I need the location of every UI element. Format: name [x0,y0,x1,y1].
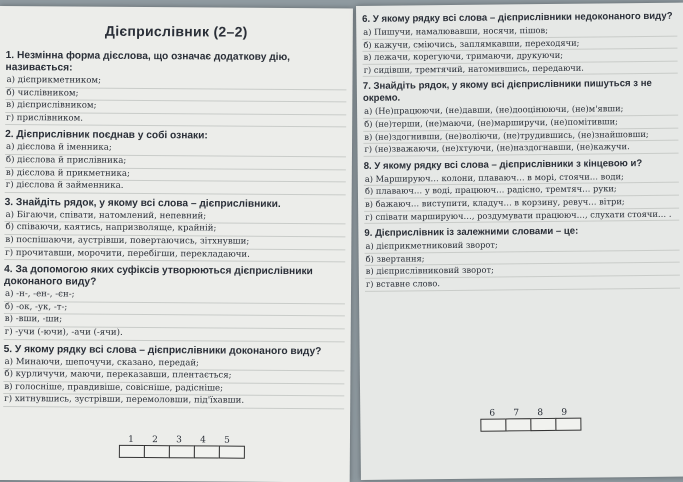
answer-number-label: 8 [537,408,544,419]
question-block [362,11,678,78]
question-text: 2. Дієприслівник поєднав у собі ознаки: [5,129,208,142]
answer-box[interactable] [219,446,245,459]
answer-box[interactable] [480,418,506,431]
answer-option: в) поспішаючи, аустрівши, повертаючись, зітхнувши; [4,235,345,250]
answer-option: в) дієприслівниковий зворот; [365,263,680,279]
right-page [356,3,683,480]
answer-box[interactable] [555,418,581,431]
answer-option: г) прочитавши, морочити, перебігши, перекладаючи. [4,248,345,263]
answer-box[interactable] [144,445,170,458]
answer-option: б) звертання; [365,250,680,266]
answer-option: в) дієслова й прикметника; [5,168,346,183]
answer-box[interactable] [169,445,195,458]
answer-option: г) (не)зважаючи, (не)хтуючи, (не)наздогнавши, (не)кажучи. [363,141,678,157]
question-text: 6. У якому рядку всі слова – дієприслівники недоконаного виду? [362,10,673,25]
answer-option: а) Бігаючи, співати, натомлений, непевний; [4,210,345,225]
answer-option: а) дієприкметником; [5,75,346,90]
question-text: 7. Знайдіть рядок, у якому всі дієприслівники пишуться з не окремо. [362,78,652,105]
answer-option: б) (не)терши, (не)маючи, (не)марширучи, (не)помітивши; [363,116,678,132]
question-text: 9. Дієприслівник із залежними словами – це: [364,225,579,240]
answer-option: г) вставне слово. [365,276,680,292]
question-block [364,225,680,292]
question-text: 1. Незмінна форма дієслова, що означає додаткову дію, називається: [5,50,291,74]
page-title: Дієприслівник (2–2) [104,22,248,40]
answer-box[interactable] [530,418,556,431]
answer-option: г) -учи (-ючи), -ачи (-ячи). [4,327,345,342]
answer-grid-boxes [480,418,580,432]
answer-number-label: 7 [513,408,520,419]
answer-option: г) прислівником. [5,113,346,128]
answer-box[interactable] [194,445,220,458]
question-block [363,78,679,157]
answer-option: б) -ок, -ук, -т-; [4,302,345,317]
question-block [3,344,344,410]
question-text: 8. У якому рядку всі слова – дієприслівники з кінцевою и? [363,157,643,172]
answer-option: г) сидівши, тремтячий, натомившись, передаючи. [363,61,678,77]
answer-option: в) (не)здогнивши, (не)воліючи, (не)трудившись, (не)знайшовши; [363,128,678,144]
answer-grid-boxes [119,445,244,459]
question-text: 3. Знайдіть рядок, у якому всі слова – дієприслівники. [4,196,281,210]
answer-option: а) Минаючи, шепочучи, сказано, передай; [3,357,344,372]
answer-option: б) курличучи, маючи, переказавши, плентається; [3,369,344,384]
answer-option: в) дієприслівником; [5,100,346,115]
answer-option: б) дієслова й прислівника; [5,155,346,170]
answer-grid-6-9 [480,408,580,432]
answer-number-label: 9 [561,407,568,418]
question-text: 4. За допомогою яких суфіксів утворюються дієприслівники доконаного виду? [4,264,313,288]
answer-box[interactable] [119,445,145,458]
answer-option: а) -н-, -ен-, -єн-; [4,289,345,304]
answer-option: г) співати маршируюч…, роздумувати працююч…, слухати стоячи… . [364,208,679,224]
answer-number-label: 5 [224,435,230,446]
answer-number-label: 6 [489,408,496,419]
answer-option: а) (Не)працюючи, (не)давши, (не)дооцінюючи, (не)м'явши; [363,103,678,119]
answer-option: в) голосніше, правдивіше, совісніше, радісніше; [3,382,344,397]
question-block [4,264,346,342]
answer-number-label: 3 [176,435,182,446]
answer-option: в) лежачи, корегуючи, тримаючи, друкуючи; [362,49,677,65]
answer-option: а) дієприкметниковий зворот; [364,238,679,254]
question-block [5,50,347,128]
question-block [4,197,345,263]
answer-number-label: 1 [128,434,134,445]
answer-box[interactable] [505,418,531,431]
answer-option: а) Маршируюч… колони, плаваюч… в морі, стоячи… води; [364,170,679,186]
left-questions [3,50,346,409]
answer-option: а) дієслова й іменника; [5,142,346,157]
right-questions [362,11,680,292]
left-page [0,6,353,482]
answer-grid-1-5 [119,435,244,459]
answer-option: б) числівником; [5,88,346,103]
answer-option: б) співаючи, каятись, напризволяще, крайній; [4,222,345,237]
question-block [364,157,680,224]
answer-option: г) хитнувшись, зустрівши, перемоловши, під'їхавши. [3,394,344,409]
answer-option: в) бажаюч… виступити, кладуч… в корзину, ревуч… вітри; [364,196,679,212]
question-block [5,129,346,195]
question-text: 5. У якому рядку всі слова – дієприслівники доконаного виду? [3,343,322,357]
answer-number-label: 2 [152,435,158,446]
answer-option: а) Пишучи, намалювавши, носячи, пішов; [362,24,677,40]
answer-option: б) кажучи, сміючись, заплямкавши, переходячи; [362,36,677,52]
answer-option: б) плаваюч… у воді, працююч… радісно, тремтяч… руки; [364,183,679,199]
answer-number-label: 4 [200,435,206,446]
answer-option: г) дієслова й займенника. [5,180,346,195]
answer-option: в) -вши, -ши; [4,314,345,329]
